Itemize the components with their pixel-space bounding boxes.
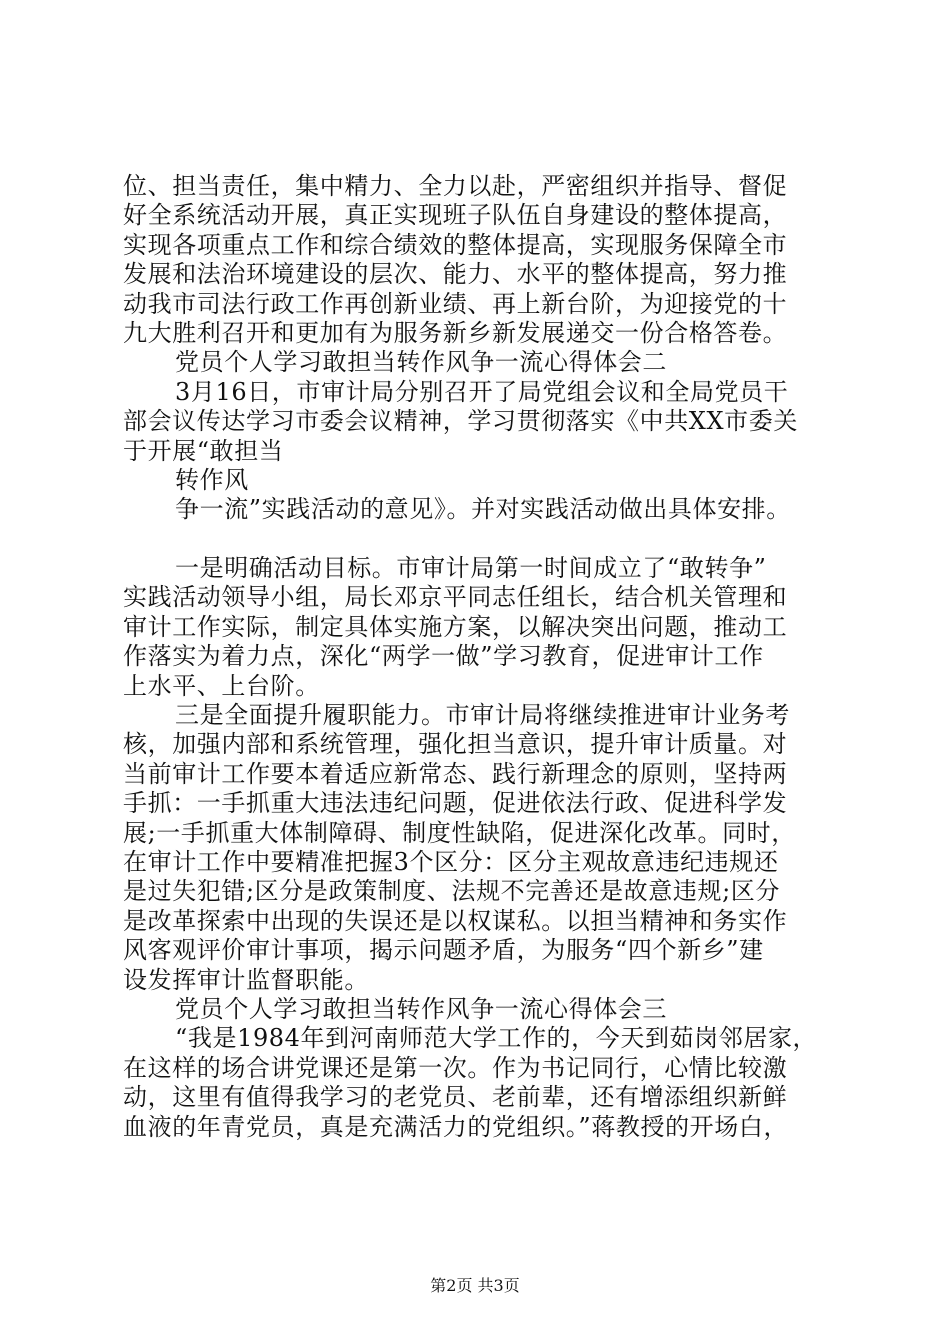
- page-footer: 第2页 共3页: [430, 1276, 520, 1295]
- text-line: [123, 525, 843, 554]
- text-line: 当前审计工作要本着适应新常态、践行新理念的原则，坚持两: [123, 759, 788, 788]
- text-line: 九大胜利召开和更加有为服务新乡新发展递交一份合格答卷。: [123, 318, 788, 347]
- text-line: 转作风: [175, 465, 249, 494]
- text-line: “我是1984年到河南师范大学工作的，今天到茹岗邻居家，: [175, 1024, 818, 1053]
- text-line: 作落实为着力点，深化“两学一做”学习教育，促进审计工作: [123, 642, 764, 671]
- text-line: 部会议传达学习市委会议精神，学习贯彻落实《中共XX市委关: [123, 407, 798, 436]
- text-line: 三是全面提升履职能力。市审计局将继续推进审计业务考: [175, 701, 790, 730]
- document-body: [123, 172, 843, 1142]
- text-line: 争一流”实践活动的意见》。并对实践活动做出具体安排。: [175, 495, 791, 524]
- text-line: 在审计工作中要精准把握3个区分：区分主观故意违纪违规还: [123, 847, 779, 876]
- text-line: 上水平、上台阶。: [123, 671, 320, 700]
- text-line: 实现各项重点工作和综合绩效的整体提高，实现服务保障全市: [123, 230, 788, 259]
- text-line: 是过失犯错;区分是政策制度、法规不完善还是故意违规;区分: [123, 877, 780, 906]
- text-line: 设发挥审计监督职能。: [123, 965, 369, 994]
- text-line: 党员个人学习敢担当转作风争一流心得体会二: [175, 348, 667, 377]
- text-line: 3月16日，市审计局分别召开了局党组会议和全局党员干: [175, 377, 789, 406]
- text-line: 是改革探索中出现的失误还是以权谋私。以担当精神和务实作: [123, 906, 788, 935]
- text-line: 血液的年青党员，真是充满活力的党组织。”蒋教授的开场白，: [123, 1112, 789, 1141]
- text-line: 动我市司法行政工作再创新业绩、再上新台阶，为迎接党的十: [123, 289, 788, 318]
- text-line: 动，这里有值得我学习的老党员、老前辈，还有增添组织新鲜: [123, 1083, 788, 1112]
- text-line: 在这样的场合讲党课还是第一次。作为书记同行，心情比较激: [123, 1053, 788, 1082]
- text-line: 发展和法治环境建设的层次、能力、水平的整体提高，努力推: [123, 260, 788, 289]
- text-line: 展;一手抓重大体制障碍、制度性缺陷，促进深化改革。同时，: [123, 818, 796, 847]
- text-line: 好全系统活动开展，真正实现班子队伍自身建设的整体提高，: [123, 201, 788, 230]
- text-line: 核，加强内部和系统管理，强化担当意识，提升审计质量。对: [123, 730, 788, 759]
- text-line: 审计工作实际，制定具体实施方案，以解决突出问题，推动工: [123, 612, 788, 641]
- text-line: 一是明确活动目标。市审计局第一时间成立了“敢转争”: [175, 554, 767, 583]
- text-line: 风客观评价审计事项，揭示问题矛盾，为服务“四个新乡”建: [123, 936, 764, 965]
- text-line: 于开展“敢担当: [123, 436, 284, 465]
- text-line: 位、担当责任，集中精力、全力以赴，严密组织并指导、督促: [123, 172, 788, 200]
- text-line: 党员个人学习敢担当转作风争一流心得体会三: [175, 994, 667, 1023]
- text-line: 实践活动领导小组，局长邓京平同志任组长，结合机关管理和: [123, 583, 788, 612]
- text-line: 手抓：一手抓重大违法违纪问题，促进依法行政、促进科学发: [123, 789, 788, 818]
